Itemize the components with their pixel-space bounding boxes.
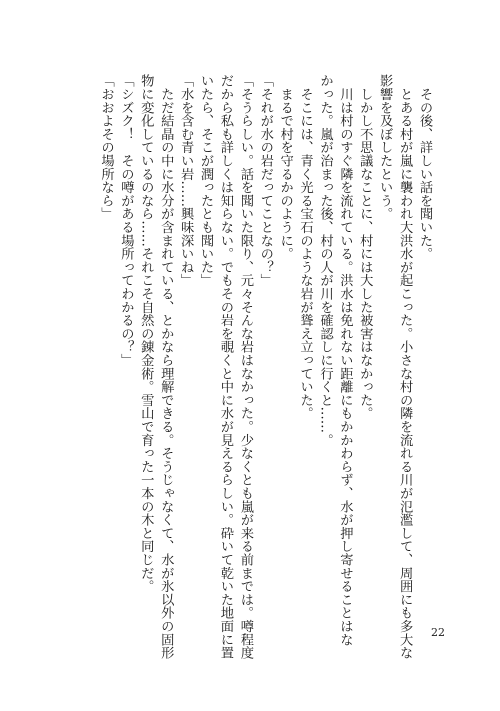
text-line: まるで村を守るかのように。 bbox=[277, 74, 293, 261]
text-line: だから私も詳しくは知らない。でもその岩を覗くと中に水が見えるらしい。砕いて乾いた地面に置 bbox=[217, 74, 233, 660]
text-line: しかし不思議なことに、村には大した被害はなかった。 bbox=[357, 74, 373, 420]
text-line: とある村が嵐に襲われ大洪水が起こった。小さな村の隣を流れる川が氾濫して、周囲にも多大な bbox=[397, 74, 413, 660]
text-line: 「そうらしい。話を聞いた限り、元々そんな岩はなかった。少なくとも嵐が来る前までは。噂程度 bbox=[237, 74, 253, 660]
text-line: その後、詳しい話を聞いた。 bbox=[417, 74, 432, 261]
text-line: いたら、そこが潤ったとも聞いた」 bbox=[198, 74, 214, 287]
text-line: 川は村のすぐ隣を流れている。洪水は免れない距離にもかかわらず、水が押し寄せることはな bbox=[337, 74, 353, 646]
text-line: 物に変化しているのなら……それこそ自然の錬金術。雪山で育った一本の木と同じだ。 bbox=[138, 74, 154, 593]
text-line: 「シズク！ その噂がある場所ってわかるの？」 bbox=[118, 74, 134, 367]
text-line: そこには、青く光る宝石のような岩が聳え立っていた。 bbox=[297, 74, 313, 420]
text-line: 「おおよその場所なら」 bbox=[98, 74, 114, 221]
text-line: 影響を及ぼしたという。 bbox=[377, 74, 393, 221]
text-line: 「水を含む青い岩……興味深いね」 bbox=[178, 74, 194, 287]
text-line: ただ結晶の中に水分が含まれている、とかなら理解できる。そうじゃなくて、水が氷以外の固形 bbox=[158, 74, 174, 660]
body-text bbox=[96, 74, 434, 660]
text-line: 「それが水の岩だってことなの？」 bbox=[257, 74, 273, 287]
page-number: 22 bbox=[431, 626, 445, 639]
text-line: かった。嵐が治まった後、村の人が川を確認しに行くと……。 bbox=[317, 74, 333, 447]
